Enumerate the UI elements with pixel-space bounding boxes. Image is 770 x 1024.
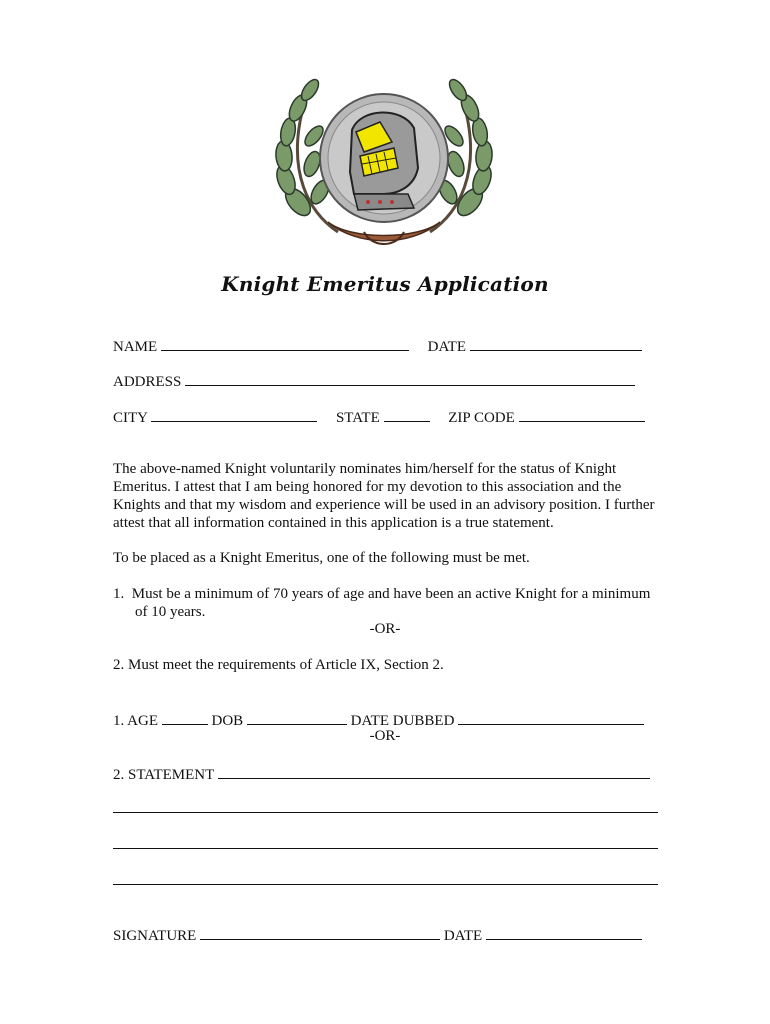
statement-line-4[interactable] — [113, 884, 658, 885]
signature-date-field[interactable] — [486, 925, 642, 940]
nomination-paragraph: The above-named Knight voluntarily nominates him/herself for the status of Knight Emeritus. I attest that I am being honored for my devotion to this association and the Knights and that my wisdom and experience will be used in an advisory position. I further attest that all information contained in this application is a true statement. — [113, 461, 655, 531]
name-label: NAME — [113, 339, 158, 355]
statement-label: 2. STATEMENT — [113, 767, 215, 783]
date-dubbed-field[interactable] — [458, 710, 644, 725]
address-row — [113, 371, 635, 391]
signature-row — [113, 925, 642, 945]
requirement-1-text: 1. Must be a minimum of 70 years of age and have been an active Knight for a minimum of 10 years. — [113, 586, 651, 620]
name-date-row — [113, 336, 642, 356]
dob-label: DOB — [211, 713, 244, 729]
page-title: Knight Emeritus Application — [221, 272, 549, 296]
knight-helmet-wreath-emblem-icon — [268, 72, 500, 252]
name-field[interactable] — [161, 336, 409, 351]
city-state-zip-row — [113, 407, 645, 427]
state-field[interactable] — [384, 407, 430, 422]
address-label: ADDRESS — [113, 374, 182, 390]
dob-field[interactable] — [247, 710, 347, 725]
signature-field[interactable] — [200, 925, 440, 940]
or-separator-1: -OR- — [369, 621, 401, 637]
state-label: STATE — [335, 410, 380, 426]
address-field[interactable] — [185, 371, 635, 386]
requirement-1 — [113, 585, 658, 621]
age-field[interactable] — [162, 710, 208, 725]
date-label: DATE — [427, 339, 466, 355]
date-dubbed-label: DATE DUBBED — [350, 713, 455, 729]
zip-code-field[interactable] — [519, 407, 645, 422]
city-label: CITY — [113, 410, 148, 426]
city-field[interactable] — [151, 407, 317, 422]
requirements-intro: To be placed as a Knight Emeritus, one of the following must be met. — [113, 550, 530, 566]
zip-code-label: ZIP CODE — [448, 410, 515, 426]
age-dob-row — [113, 710, 644, 730]
requirement-2: 2. Must meet the requirements of Article IX, Section 2. — [113, 657, 444, 673]
statement-row — [113, 764, 650, 784]
signature-date-label: DATE — [443, 928, 483, 944]
statement-line-2[interactable] — [113, 812, 658, 813]
date-field[interactable] — [470, 336, 642, 351]
statement-field[interactable] — [218, 764, 650, 779]
age-label: 1. AGE — [113, 713, 158, 729]
statement-line-3[interactable] — [113, 848, 658, 849]
or-separator-2: -OR- — [369, 728, 401, 744]
signature-label: SIGNATURE — [113, 928, 197, 944]
